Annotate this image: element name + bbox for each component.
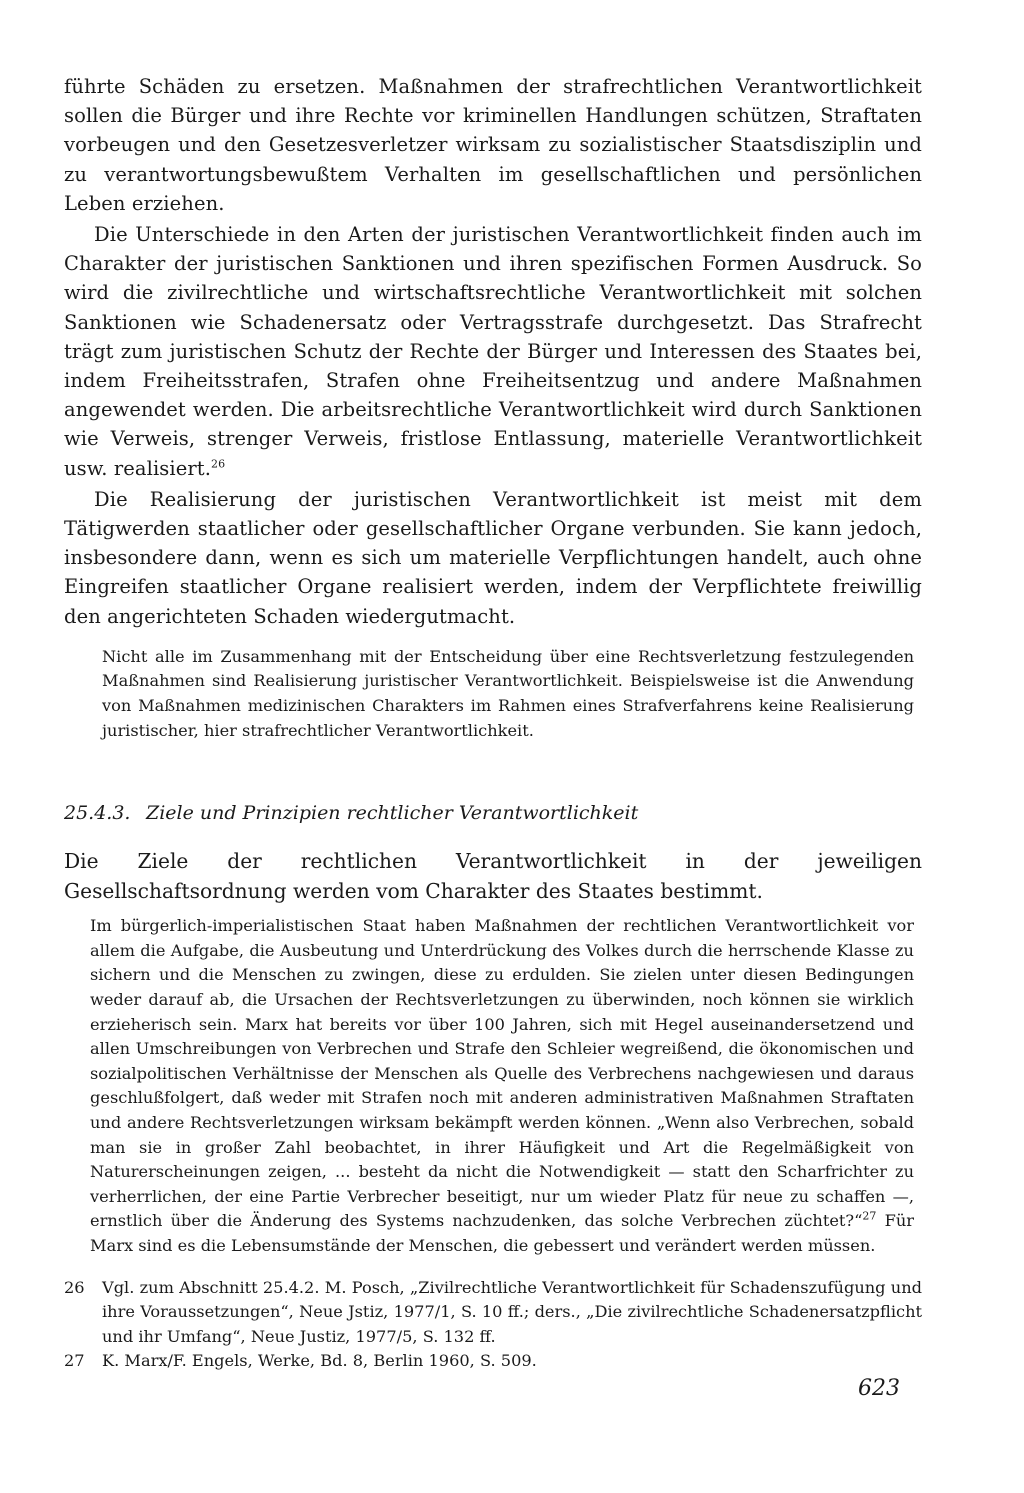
- page-number: 623: [858, 1376, 900, 1401]
- section-title: Ziele und Prinzipien rechtlicher Verantwortlichkeit: [146, 802, 639, 825]
- small-block-text: Im bürgerlich-imperialistischen Staat haben Maßnahmen der rechtlichen Verantwortlichkeit vor allem die Aufgabe, die Ausbeutung und Unterdrückung des Volkes durch die herrschende Klasse zu sichern und die Menschen zu zwingen, diese zu erdulden. Sie zielen unter diesen Bedingungen weder darauf ab, die Ursachen der Rechtsverletzungen zu überwinden, noch können sie wirklich erzieherisch sein. Marx hat bereits vor über 100 Jahren, sich mit Hegel auseinandersetzend und allen Umschreibungen von Verbrechen und Strafe den Schleier wegreißend, die ökonomischen und sozialpolitischen Verhältnisse der Menschen als Quelle des Verbrechens nachgewiesen und daraus geschlußfolgert, daß weder mit Strafen noch mit anderen administrativen Maßnahmen Straftaten und andere Rechtsverletzungen wirksam bekämpft werden können. „Wenn also Verbrechen, sobald man sie in großer Zahl beobachtet, in ihrer Häufigkeit und Art die Regelmäßigkeit von Naturerscheinungen zeigen, ... besteht da nicht die Notwendigkeit — statt den Scharfrichter zu verherrlichen, der eine Partie Verbrecher beseitigt, nur um wieder Platz für neue zu schaffen —, ernstlich über die Änderung des Systems nachzudenken, das solche Verbrechen züchtet?“: [90, 916, 914, 1231]
- footnote-number: 27: [64, 1351, 85, 1371]
- footnote-text: K. Marx/F. Engels, Werke, Bd. 8, Berlin 1960, S. 509.: [102, 1351, 537, 1371]
- body-paragraph-2-text: Die Unterschiede in den Arten der juristischen Verantwortlichkeit finden auch im Charakter der juristischen Sanktionen und ihren spezifischen Formen Ausdruck. So wird die zivilrechtliche und wirtschaftsrechtliche Verantwortlichkeit mit solchen Sanktionen wie Schadenersatz oder Vertragsstrafe durchgesetzt. Das Strafrecht trägt zum juristischen Schutz der Rechte der Bürger und Interessen des Staates bei, indem Freiheitsstrafen, Strafen ohne Freiheitsentzug und andere Maßnahmen angewendet werden. Die arbeitsrechtliche Verantwortlichkeit wird durch Sanktionen wie Verweis, strenger Verweis, fristlose Entlassung, materielle Verantwortlichkeit usw. realisiert.: [64, 223, 922, 480]
- footnote-text: Vgl. zum Abschnitt 25.4.2. M. Posch, „Zivilrechtliche Verantwortlichkeit für Schadenszufügung und ihre Voraussetzungen“, Neue Jstiz, 1977/1, S. 10 ff.; ders., „Die zivilrechtliche Schadenersatzpflicht und ihr Umfang“, Neue Justiz, 1977/5, S. 132 ff.: [102, 1277, 922, 1346]
- lead-paragraph: Die Ziele der rechtlichen Verantwortlichkeit in der jeweiligen Gesellschaftsordnung werden vom Charakter des Staates bestimmt.: [64, 849, 922, 904]
- footnote-ref-27: 27: [862, 1209, 877, 1223]
- body-paragraph-3: Die Realisierung der juristischen Verantwortlichkeit ist meist mit dem Tätigwerden staatlicher oder gesellschaftlicher Organe verbunden. Sie kann jedoch, insbesondere dann, wenn es sich um materielle Verpflichtungen handelt, auch ohne Eingreifen staatlicher Organe realisiert werden, indem der Verpflichtete freiwillig den angerichteten Schaden wiedergutmacht.: [64, 487, 922, 628]
- page-content: [64, 72, 922, 1374]
- footnote-number: 26: [64, 1277, 85, 1297]
- footnotes: [64, 1276, 922, 1374]
- body-paragraph-2: [64, 220, 922, 483]
- section-number: 25.4.3.: [64, 802, 131, 825]
- footnote-ref-26: 26: [211, 457, 226, 471]
- small-block-paragraph: [64, 914, 922, 1258]
- footnote-26: [64, 1276, 922, 1350]
- footnote-27: [64, 1349, 922, 1374]
- small-note-paragraph: Nicht alle im Zusammenhang mit der Entscheidung über eine Rechtsverletzung festzulegenden Maßnahmen sind Realisierung juristischer Verantwortlichkeit. Beispielsweise ist die Anwendung von Maßnahmen medizinischen Charakters im Rahmen eines Strafverfahrens keine Realisierung juristischer, hier strafrechtlicher Verantwortlichkeit.: [102, 646, 914, 740]
- section-heading: [64, 800, 922, 826]
- small-block-text-after: Für Marx sind es die Lebensumstände der Menschen, die gebessert und verändert werden müssen.: [90, 1211, 914, 1255]
- body-paragraph-1: führte Schäden zu ersetzen. Maßnahmen der strafrechtlichen Verantwortlichkeit sollen die Bürger und ihre Rechte vor kriminellen Handlungen schützen, Straftaten vorbeugen und den Gesetzesverletzer wirksam zu sozialistischer Staatsdisziplin und zu verantwortungsbewußtem Verhalten im gesellschaftlichen und persönlichen Leben erziehen.: [64, 75, 922, 215]
